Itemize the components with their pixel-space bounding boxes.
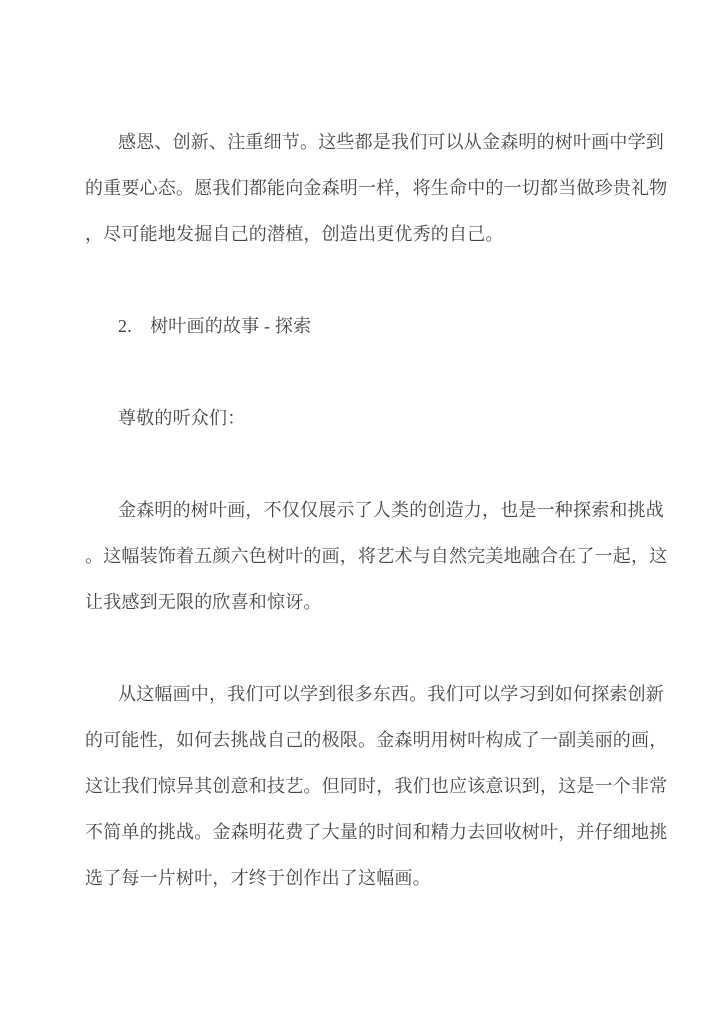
text-line: 金森明的树叶画，不仅仅展示了人类的创造力，也是一种探索和挑战 xyxy=(118,500,664,520)
text-line: ，尽可能地发掘自己的潜植，创造出更优秀的自己。 xyxy=(85,224,504,244)
text-line: 。这幅装饰着五颜六色树叶的画，将艺术与自然完美地融合在了一起，这 xyxy=(85,546,668,566)
salutation xyxy=(85,395,665,441)
text-line: 尊敬的听众们： xyxy=(118,408,246,428)
document-text-area xyxy=(85,119,668,901)
paragraph-lesson xyxy=(85,671,668,901)
text-line: 的可能性，如何去挑战自己的极限。金森明用树叶构成了一副美丽的画， xyxy=(85,730,668,750)
text-line: 感恩、创新、注重细节。这些都是我们可以从金森明的树叶画中学到 xyxy=(118,132,664,152)
text-line: 不简单的挑战。金森明花费了大量的时间和精力去回收树叶，并仔细地挑 xyxy=(85,822,668,842)
text-line: 选了每一片树叶，才终于创作出了这幅画。 xyxy=(85,868,431,888)
paragraph-exploration xyxy=(85,487,668,625)
paragraph-gratitude xyxy=(85,119,668,257)
section-heading xyxy=(85,303,665,349)
text-line: 的重要心态。愿我们都能向金森明一样，将生命中的一切都当做珍贵礼物 xyxy=(85,178,668,198)
text-line: 2. 树叶画的故事 - 探索 xyxy=(118,316,312,336)
text-line: 这让我们惊异其创意和技艺。但同时，我们也应该意识到，这是一个非常 xyxy=(85,776,668,796)
text-line: 从这幅画中，我们可以学到很多东西。我们可以学习到如何探索创新 xyxy=(118,684,664,704)
text-line: 让我感到无限的欣喜和惊讶。 xyxy=(85,592,322,612)
